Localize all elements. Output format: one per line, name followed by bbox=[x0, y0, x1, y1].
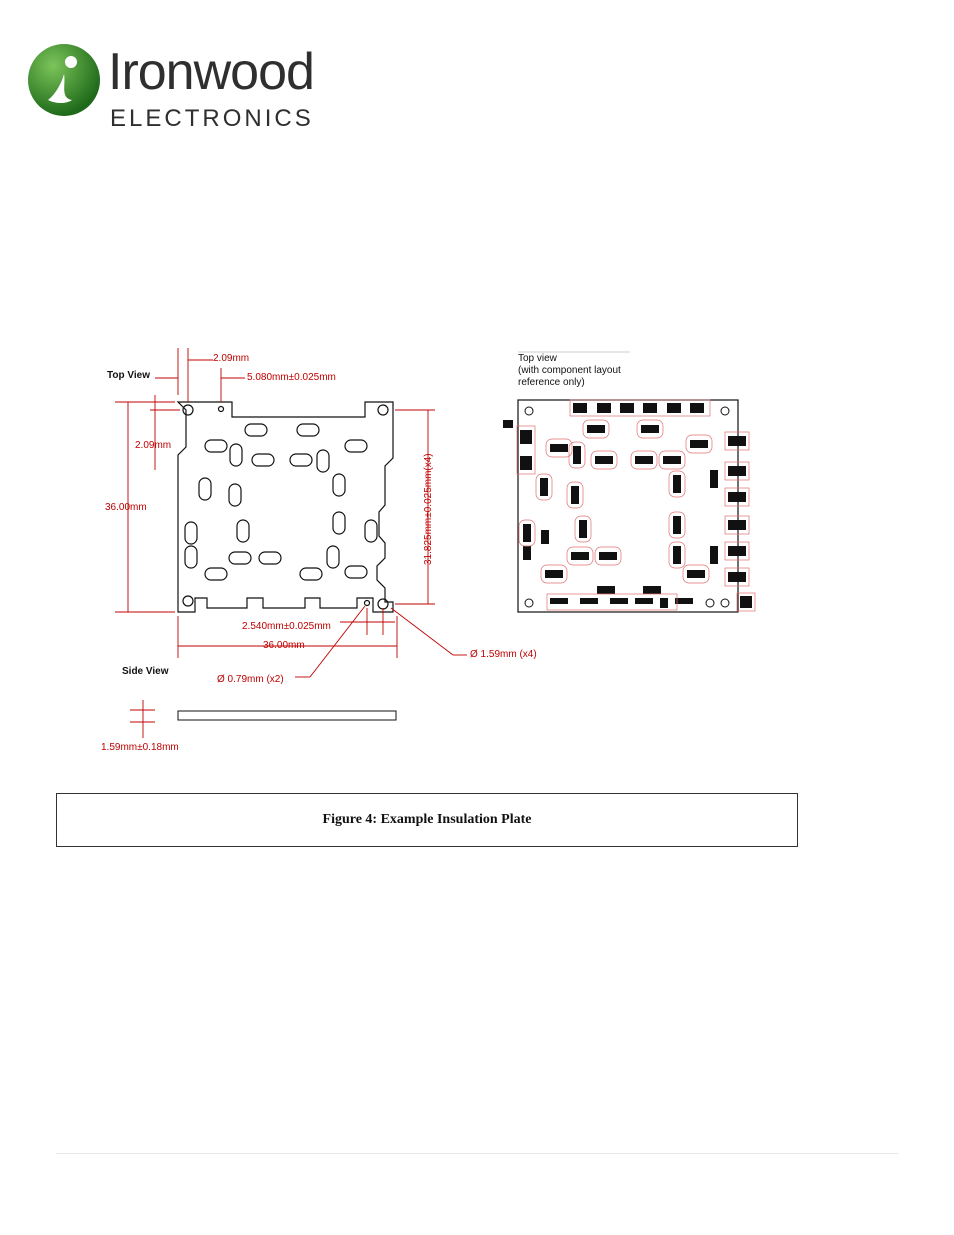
figure-caption-box bbox=[56, 793, 798, 847]
right-title-line2: (with component layout bbox=[518, 365, 621, 376]
right-title-line3: reference only) bbox=[518, 377, 585, 388]
right-title-line1: Top view bbox=[518, 353, 557, 364]
footer-divider bbox=[56, 1153, 898, 1154]
dim-left-offset: 2.09mm bbox=[135, 440, 172, 451]
plate-slots bbox=[185, 424, 377, 580]
side-view-bar bbox=[178, 711, 396, 720]
logo-wordmark: Ironwood bbox=[108, 43, 314, 101]
component-layout bbox=[503, 400, 755, 612]
top-view-title: Top View bbox=[107, 370, 150, 381]
figure-caption: Figure 4: Example Insulation Plate bbox=[322, 812, 532, 827]
dimension-lines bbox=[115, 348, 467, 738]
ironwood-logo bbox=[26, 40, 326, 135]
dim-right-height: 31.825mm±0.025mm(x4) bbox=[423, 453, 434, 565]
logo-subtitle: ELECTRONICS bbox=[110, 105, 314, 132]
dim-hole-spacing: 5.080mm±0.025mm bbox=[247, 372, 336, 383]
logo-icon bbox=[26, 42, 102, 118]
dim-large-hole: Ø 1.59mm (x4) bbox=[470, 649, 537, 660]
dim-thickness: 1.59mm±0.18mm bbox=[101, 742, 179, 753]
dim-bottom-spacing: 2.540mm±0.025mm bbox=[242, 621, 331, 632]
dim-width: 36.00mm bbox=[263, 640, 305, 651]
side-view-title: Side View bbox=[122, 666, 169, 677]
dim-small-hole: Ø 0.79mm (x2) bbox=[217, 674, 284, 685]
insulation-plate-drawing bbox=[95, 340, 775, 770]
dim-top-offset: 2.09mm bbox=[213, 353, 250, 364]
dim-height: 36.00mm bbox=[105, 502, 147, 513]
